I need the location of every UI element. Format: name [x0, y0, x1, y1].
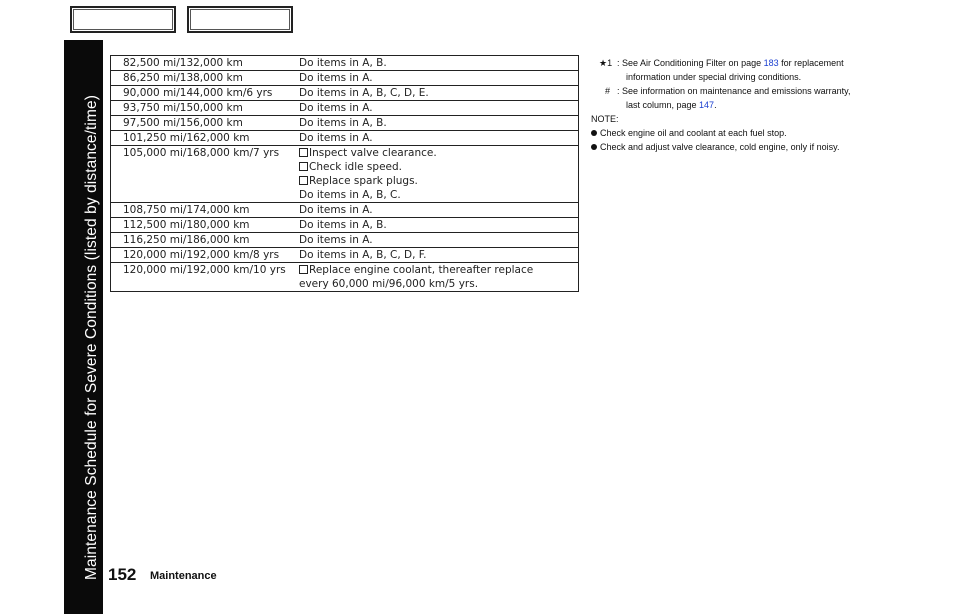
star1-page-link[interactable]: 183 — [763, 58, 779, 68]
prev-page-button[interactable] — [70, 6, 176, 33]
service-cell — [287, 218, 579, 233]
service-line — [299, 174, 578, 188]
interval-cell — [111, 203, 288, 218]
hash-symbol: # — [605, 86, 611, 96]
interval-cell — [111, 263, 288, 292]
interval-text: 120,000 mi/192,000 km/8 yrs — [123, 249, 280, 261]
note-bullet-text: Check engine oil and coolant at each fuel stop. — [600, 128, 787, 138]
page-number: 152 — [108, 565, 137, 584]
bullet-icon — [591, 130, 597, 136]
interval-text: 90,000 mi/144,000 km/6 yrs — [123, 87, 273, 99]
star1-text-line2: information under special driving conditions. — [626, 72, 802, 82]
schedule-row — [111, 101, 579, 116]
service-cell — [287, 86, 579, 101]
schedule-row — [111, 131, 579, 146]
bullet-icon — [591, 144, 597, 150]
interval-cell — [111, 248, 288, 263]
interval-text: 116,250 mi/186,000 km — [123, 234, 250, 246]
maintenance-schedule-table — [110, 55, 579, 292]
service-text: Check idle speed. — [309, 161, 402, 173]
service-text: every 60,000 mi/96,000 km/5 yrs. — [299, 278, 479, 290]
star1-text: : See Air Conditioning Filter on page — [617, 58, 764, 68]
service-text: Do items in A, B. — [299, 117, 387, 129]
service-text: Replace spark plugs. — [309, 175, 418, 187]
schedule-row — [111, 248, 579, 263]
service-text: Do items in A. — [299, 72, 373, 84]
interval-text: 105,000 mi/168,000 km/7 yrs — [123, 147, 280, 159]
interval-cell — [111, 146, 288, 203]
service-cell — [287, 56, 579, 71]
service-text: Replace engine coolant, thereafter replace — [309, 264, 534, 276]
side-title: Maintenance Schedule for Severe Conditions (listed by distance/time) — [83, 95, 100, 580]
hash-text-line2-end: . — [714, 100, 717, 110]
service-text: Inspect valve clearance. — [309, 147, 437, 159]
interval-cell — [111, 233, 288, 248]
service-cell — [287, 116, 579, 131]
service-text: Do items in A, B. — [299, 57, 387, 69]
checkbox-icon — [299, 176, 308, 185]
service-cell — [287, 101, 579, 116]
service-line — [299, 101, 578, 115]
note-bullet — [591, 140, 911, 154]
hash-page-link[interactable]: 147 — [699, 100, 715, 110]
service-line — [299, 71, 578, 85]
interval-cell — [111, 71, 288, 86]
checkbox-icon — [299, 148, 308, 157]
schedule-row — [111, 203, 579, 218]
hash-text: : See information on maintenance and emissions warranty, — [617, 86, 851, 96]
service-line — [299, 263, 578, 277]
interval-text: 112,500 mi/180,000 km — [123, 219, 250, 231]
star1-note-line2 — [591, 70, 911, 84]
next-page-button[interactable] — [187, 6, 293, 33]
service-cell — [287, 263, 579, 292]
service-line — [299, 116, 578, 130]
service-cell — [287, 248, 579, 263]
interval-cell — [111, 56, 288, 71]
service-text: Do items in A. — [299, 234, 373, 246]
service-cell — [287, 131, 579, 146]
interval-text: 86,250 mi/138,000 km — [123, 72, 243, 84]
star1-symbol: ★1 — [599, 58, 613, 68]
interval-text: 97,500 mi/156,000 km — [123, 117, 243, 129]
interval-cell — [111, 101, 288, 116]
service-text: Do items in A, B, C. — [299, 189, 401, 201]
service-text: Do items in A. — [299, 132, 373, 144]
service-cell — [287, 146, 579, 203]
hash-text-line2: last column, page — [626, 100, 700, 110]
schedule-row — [111, 86, 579, 101]
service-line — [299, 131, 578, 145]
interval-text: 101,250 mi/162,000 km — [123, 132, 250, 144]
star1-text-end: for replacement — [778, 58, 844, 68]
hash-note-line2 — [591, 98, 911, 112]
interval-text: 108,750 mi/174,000 km — [123, 204, 250, 216]
schedule-row — [111, 263, 579, 292]
service-text: Do items in A. — [299, 204, 373, 216]
service-cell — [287, 71, 579, 86]
note-label: NOTE: — [591, 114, 619, 124]
interval-text: 82,500 mi/132,000 km — [123, 57, 243, 69]
checkbox-icon — [299, 265, 308, 274]
service-line — [299, 146, 578, 160]
schedule-row — [111, 116, 579, 131]
note-bullet — [591, 126, 911, 140]
service-line — [299, 248, 578, 262]
section-name: Maintenance — [150, 570, 217, 582]
service-line — [299, 277, 578, 291]
checkbox-icon — [299, 162, 308, 171]
note-bullet-text: Check and adjust valve clearance, cold engine, only if noisy. — [600, 142, 840, 152]
service-line — [299, 233, 578, 247]
service-line — [299, 160, 578, 174]
service-line — [299, 203, 578, 217]
service-line — [299, 86, 578, 100]
interval-text: 93,750 mi/150,000 km — [123, 102, 243, 114]
service-text: Do items in A. — [299, 102, 373, 114]
interval-cell — [111, 218, 288, 233]
service-text: Do items in A, B, C, D, E. — [299, 87, 429, 99]
service-text: Do items in A, B. — [299, 219, 387, 231]
service-cell — [287, 203, 579, 218]
service-line — [299, 56, 578, 70]
schedule-row — [111, 233, 579, 248]
interval-cell — [111, 86, 288, 101]
star1-note — [591, 56, 911, 70]
schedule-row — [111, 56, 579, 71]
notes-panel — [591, 56, 911, 154]
schedule-row — [111, 146, 579, 203]
service-line — [299, 188, 578, 202]
service-cell — [287, 233, 579, 248]
service-text: Do items in A, B, C, D, F. — [299, 249, 427, 261]
service-line — [299, 218, 578, 232]
schedule-row — [111, 218, 579, 233]
interval-cell — [111, 116, 288, 131]
hash-note — [591, 84, 911, 98]
interval-cell — [111, 131, 288, 146]
interval-text: 120,000 mi/192,000 km/10 yrs — [123, 264, 286, 276]
schedule-row — [111, 71, 579, 86]
